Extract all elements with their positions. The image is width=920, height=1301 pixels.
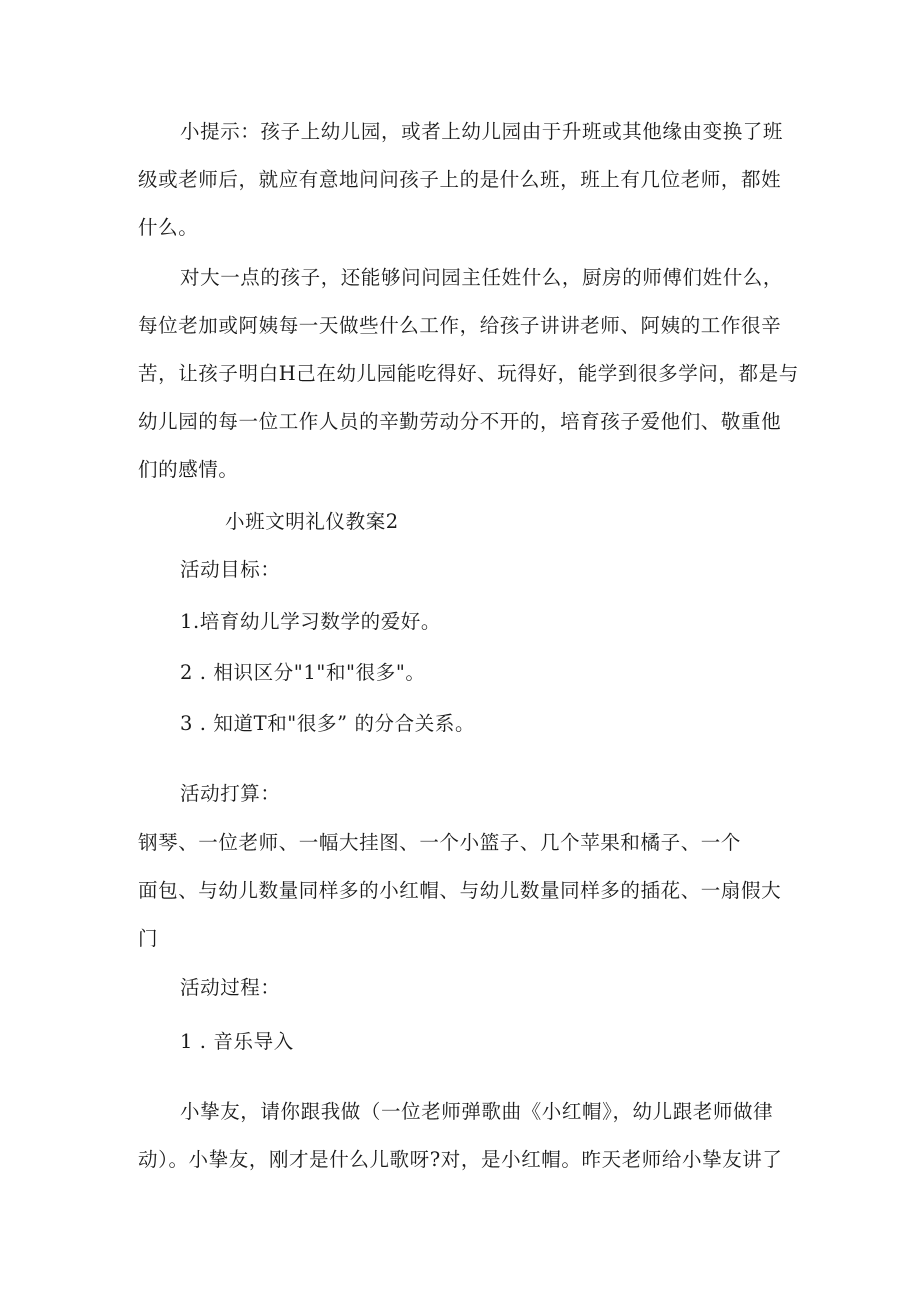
prep-line-3: 门 — [138, 927, 159, 950]
goal-heading: 活动目标： — [180, 558, 281, 581]
prep-line-1: 钢琴、一位老师、一幅大挂图、一个小篮子、几个苹果和橘子、一个 — [138, 831, 742, 854]
prep-line-2: 面包、与幼儿数量同样多的小红帽、与幼儿数量同样多的插花、一扇假大 — [138, 879, 782, 902]
paragraph-1-line-2: 级或老师后，就应有意地问问孩子上的是什么班，班上有几位老师，都姓 — [138, 168, 782, 191]
paragraph-3-line-2: 动）。小挚友，刚才是什么儿歌呀?对，是小红帽。昨天老师给小挚友讲了 — [138, 1148, 783, 1171]
paragraph-3-line-1: 小挚友，请你跟我做（一位老师弹歌曲《小红帽》，幼儿跟老师做律 — [180, 1100, 774, 1123]
paragraph-2-line-2: 每位老加或阿姨每一天做些什么工作，给孩子讲讲老师、阿姨的工作很辛 — [138, 314, 782, 337]
process-heading: 活动过程： — [180, 976, 281, 999]
paragraph-1-line-3: 什么。 — [138, 216, 199, 239]
paragraph-2-line-1: 对大一点的孩子，还能够问问园主任姓什么，厨房的师傅们姓什么， — [180, 266, 784, 289]
paragraph-2-line-4: 幼儿园的每一位工作人员的辛勤劳动分不开的，培育孩子爱他们、敬重他 — [138, 410, 782, 433]
section-title: 小班文明礼仪教案2 — [225, 510, 399, 533]
goal-item-2: 2 . 相识区分"1"和"很多"。 — [180, 661, 426, 684]
paragraph-2-line-5: 们的感情。 — [138, 458, 239, 481]
paragraph-1-line-1: 小提示：孩子上幼儿园，或者上幼儿园由于升班或其他缘由变换了班 — [180, 120, 784, 143]
process-step-1: 1 . 音乐导入 — [180, 1030, 294, 1053]
paragraph-2-line-3: 苦，让孩子明白H己在幼儿园能吃得好、玩得好，能学到很多学问，都是与 — [138, 362, 799, 385]
goal-item-3: 3 . 知道T和"很多” 的分合关系。 — [180, 712, 476, 735]
prep-heading: 活动打算： — [180, 782, 281, 805]
goal-item-1: 1.培育幼儿学习数学的爱好。 — [180, 610, 442, 633]
